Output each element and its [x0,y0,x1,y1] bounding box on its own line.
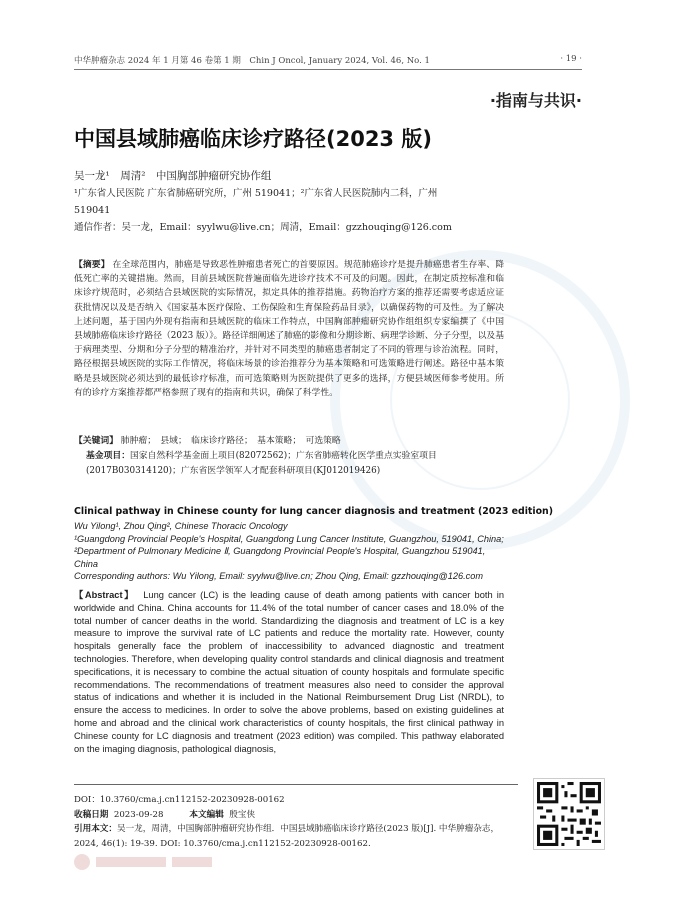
running-head-journal: 中华肿瘤杂志 2024 年 1 月第 46 卷第 1 期 Chin J Oncol, January 2024, Vol. 46, No. 1 [74,56,430,66]
citation-text: 吴一龙，周清，中国胸部肿瘤研究协作组．中国县域肺癌临床诊疗路径(2023 版)[J]. 中华肿瘤杂志，2024, 46(1): 19-39. DOI: 10.3760/cma.j.cn112152-20230928-00162. [74,824,500,849]
abstract-en-text: Lung cancer (LC) is the leading cause of death among patients with cancer both in worldwide and China. China accounts for 11.4% of the total number of cancer cases and 18.0% of the total number of cancer deaths in the world. Standardizing the diagnosis and treatment of LC is a key measure to improve the survival rate of LC patients and reduce the mortality rate. However, county hospitals generally face the problem of inaccessibility to advanced diagnostic and treatment technologies. Therefore, when developing quality control standards and clinical diagnosis and treatment specifications, it is necessary to combine the actual situation of county hospitals and formulate specific recommendations. The recommendations of treatment measures also need to consider the approval status of indications and whether it is included in the National Reimbursement Drug List (NRDL), to ensure the access to medicines. In order to solve the above problems, based on existing guidelines at home and abroad and the clinical work characteristics of county hospitals, the first clinical pathway in Chinese county for LC diagnosis and treatment (2023 edition) was compiled. This pathway elaborated on the imaging diagnosis, pathological diagnosis, [74,590,505,754]
journal-logo-mark [74,854,90,870]
section-tag: ·指南与共识· [489,91,582,110]
footer-rule [74,784,518,785]
header-rule [74,69,582,70]
keywords-cn-label: 【关键词】 [74,436,118,446]
authors-cn: 吴一龙¹ 周清² 中国胸部肿瘤研究协作组 [74,170,272,182]
doi: DOI：10.3760/cma.j.cn112152-20230928-00162 [74,795,285,805]
citation [74,822,519,851]
received-date: 2023-09-28 [113,809,164,820]
editor-name: 殷宝侠 [229,809,256,820]
correspondence-en: Corresponding authors: Wu Yilong, Email: syylwu@live.cn; Zhou Qing, Email: gzzhouqing@126.com [74,571,483,581]
journal-logo-wordmark [96,857,166,867]
funding-cn [86,449,504,479]
abstract-en-label: 【Abstract】 [74,590,135,600]
article-title-en: Clinical pathway in Chinese county for lung cancer diagnosis and treatment (2023 edition) [74,506,554,517]
running-head [74,54,582,68]
funding-cn-text: 国家自然科学基金面上项目(82072562)；广东省肺癌转化医学重点实验室项目(2017B030314120)；广东省医学领军人才配套科研项目(KJ012019426) [86,451,437,476]
journal-logo [74,852,274,872]
abstract-cn [74,258,504,400]
keywords-cn [74,433,504,446]
footer-metadata [74,793,519,851]
qr-code [533,778,605,850]
abstract-cn-text: 在全球范围内，肺癌是导致恶性肿瘤患者死亡的首要原因。规范肺癌诊疗是提升肺癌患者生存率、降低死亡率的关键措施。然而，目前县域医院普遍面临先进诊疗技术不可及的问题。因此，在制定质控标准和临床诊疗规范时，必须结合县域医院的实际情况，拟定具体的推荐措施。药物治疗方案的推荐还需要考虑适应证获批情况以及是否纳入《国家基本医疗保险、工伤保险和生育保险药品目录》，以确保药物的可及性。为了解决上述问题，基于国内外现有指南和县域医院的临床工作特点，中国胸部肿瘤研究协作组组织专家编撰了《中国县域肺癌临床诊疗路径（2023 版）》。路径详细阐述了肺癌的影像和分期诊断、病理学诊断、分子分型，以及基于病理类型、分期和分子分型的精准治疗，并针对不同类型的肺癌患者制定了不同的管理与诊治流程。同时，路径根据县域医院的实际工作情况，将临床场景的诊治推荐分为基本策略和可选策略进行阐述。路径中基本策略是县域医院必须达到的最低诊疗标准，而可选策略则为医院提供了更多的选择，方便县域医师参考使用。所有的诊疗方案推荐都严格参照了现有的指南和共识，确保了科学性。 [74,260,504,398]
article-title-cn: 中国县域肺癌临床诊疗路径(2023 版) [74,127,432,151]
author-block-en [74,520,504,583]
author-block-cn [74,167,504,236]
funding-cn-label: 基金项目： [86,451,130,461]
affiliation-line-1: ¹广东省人民医院 广东省肺癌研究所，广州 519041；²广东省人民医院肺内二科，广州 [74,188,438,199]
affiliations-en: ¹Guangdong Provincial People's Hospital, Guangdong Lung Cancer Institute, Guangzhou, 519041, China; ²Department of Pulmonary Medicine Ⅱ, Guangdong Provincial People's Hospital, Guangzhou 519041, China [74,533,504,569]
correspondence-cn: 通信作者：吴一龙，Email：syylwu@live.cn；周清，Email：gzzhouqing@126.com [74,222,452,233]
affiliations-cn [74,185,504,219]
journal-logo-wordmark-2 [172,857,212,867]
editor-label: 本文编辑 [189,809,224,820]
keywords-cn-text: 肺肿瘤； 县域； 临床诊疗路径； 基本策略； 可选策略 [120,436,341,446]
received-label: 收稿日期 [74,809,109,820]
abstract-en [74,589,504,755]
qr-code-graphic [537,782,601,846]
affiliation-line-2: 519041 [74,205,111,216]
abstract-cn-label: 【摘要】 [74,260,110,270]
citation-label: 引用本文： [74,824,117,834]
received-line [74,808,519,823]
authors-en: Wu Yilong¹, Zhou Qing², Chinese Thoracic Oncology [74,521,288,531]
page-number: · 19 · [560,54,582,64]
